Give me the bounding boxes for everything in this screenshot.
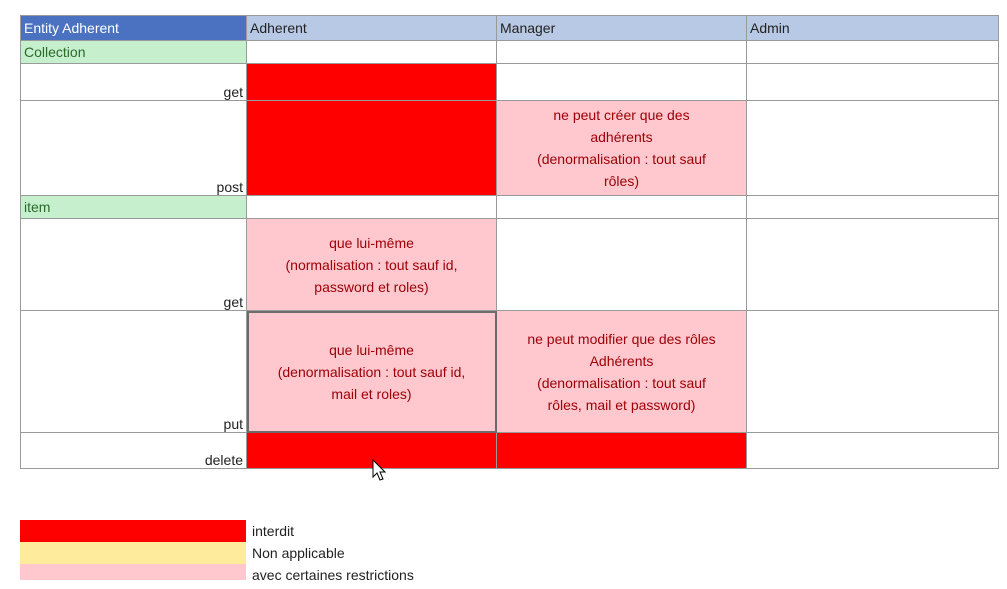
cell[interactable]	[747, 433, 999, 469]
cell-restricted-manager-put[interactable]: ne peut modifier que des rôles Adhérents (denormalisation : tout sauf rôles, mail et password)	[497, 311, 747, 433]
mouse-cursor-icon	[372, 459, 388, 483]
cell[interactable]	[497, 196, 747, 219]
cell-forbidden[interactable]	[497, 433, 747, 469]
cell-restricted-adherent-put[interactable]: que lui-même (denormalisation : tout sauf id, mail et roles)	[247, 311, 497, 433]
legend-label-not-applicable: Non applicable	[252, 545, 345, 561]
row-item-put	[21, 311, 999, 433]
row-collection-post	[21, 101, 999, 196]
legend-label-restricted: avec certaines restrictions	[252, 567, 414, 580]
cell-restricted-manager-post[interactable]: ne peut créer que des adhérents (denormalisation : tout sauf rôles)	[497, 101, 747, 196]
section-row-collection	[21, 41, 999, 64]
header-row	[21, 16, 999, 41]
cell-forbidden[interactable]	[247, 101, 497, 196]
method-label-get[interactable]: get	[21, 64, 247, 101]
cell[interactable]	[497, 219, 747, 311]
cell[interactable]	[747, 311, 999, 433]
cell[interactable]	[497, 64, 747, 101]
cell[interactable]	[747, 64, 999, 101]
cell-restricted-adherent-get[interactable]: que lui-même (normalisation : tout sauf id, password et roles)	[247, 219, 497, 311]
row-collection-get	[21, 64, 999, 101]
method-label-delete[interactable]: delete	[21, 433, 247, 469]
row-item-delete	[21, 433, 999, 469]
entity-header-cell[interactable]: Entity Adherent	[21, 16, 247, 41]
method-label-put[interactable]: put	[21, 311, 247, 433]
cell[interactable]	[247, 196, 497, 219]
section-row-item	[21, 196, 999, 219]
permissions-table	[20, 15, 999, 469]
cell[interactable]	[247, 41, 497, 64]
column-header-adherent[interactable]: Adherent	[247, 16, 497, 41]
legend-swatch-not-applicable	[20, 542, 246, 564]
cell[interactable]	[747, 196, 999, 219]
cell[interactable]	[497, 41, 747, 64]
section-label-collection[interactable]: Collection	[21, 41, 247, 64]
legend-item-not-applicable	[20, 542, 560, 564]
cell-forbidden[interactable]	[247, 64, 497, 101]
cell[interactable]	[747, 41, 999, 64]
section-label-item[interactable]: item	[21, 196, 247, 219]
row-item-get	[21, 219, 999, 311]
legend-label-forbidden: interdit	[252, 523, 295, 539]
column-header-admin[interactable]: Admin	[747, 16, 999, 41]
cell[interactable]	[747, 101, 999, 196]
method-label-get[interactable]: get	[21, 219, 247, 311]
legend-item-restricted	[20, 564, 560, 580]
cell[interactable]	[747, 219, 999, 311]
legend-swatch-restricted	[20, 564, 246, 580]
legend-swatch-forbidden	[20, 520, 246, 542]
legend-item-forbidden	[20, 520, 560, 542]
method-label-post[interactable]: post	[21, 101, 247, 196]
legend	[20, 520, 560, 580]
column-header-manager[interactable]: Manager	[497, 16, 747, 41]
